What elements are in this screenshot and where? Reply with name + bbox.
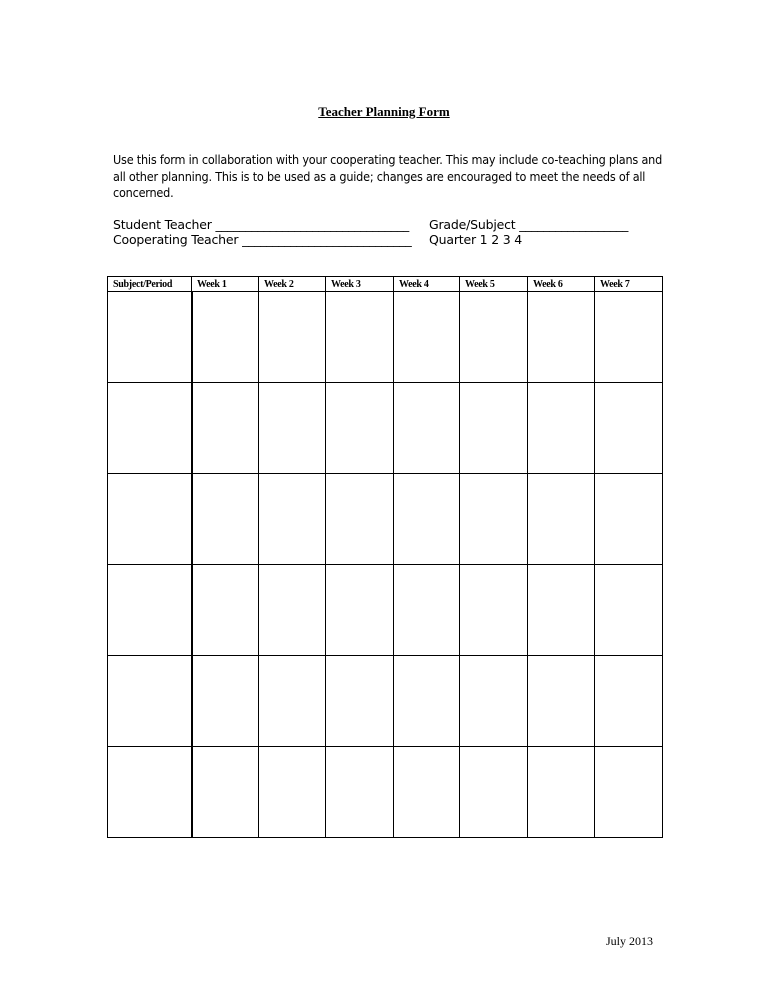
week-7-cell[interactable] (595, 474, 663, 565)
field-row-2 (113, 232, 522, 247)
week-6-cell[interactable] (528, 656, 595, 747)
week-1-cell[interactable] (192, 565, 259, 656)
week-3-cell[interactable] (326, 474, 394, 565)
week-1-cell[interactable] (192, 747, 259, 838)
week-3-cell[interactable] (326, 292, 394, 383)
week-7-cell[interactable] (595, 383, 663, 474)
week-5-cell[interactable] (460, 656, 528, 747)
week-2-cell[interactable] (259, 656, 326, 747)
week-1-cell[interactable] (192, 474, 259, 565)
table-row (108, 383, 663, 474)
week-5-cell[interactable] (460, 474, 528, 565)
intro-paragraph: Use this form in collaboration with your cooperating teacher. This may include co-teaching plans and all other planning. This is to be used as a guide; changes are encouraged to meet the needs of all concerned. (113, 152, 663, 200)
week-1-cell[interactable] (192, 383, 259, 474)
week-6-cell[interactable] (528, 474, 595, 565)
field-row-1 (113, 217, 629, 232)
header-subject-period: Subject/Period (108, 277, 192, 292)
table-body (108, 292, 663, 838)
week-6-cell[interactable] (528, 747, 595, 838)
header-week-4: Week 4 (394, 277, 460, 292)
header-week-3: Week 3 (326, 277, 394, 292)
header-week-1: Week 1 (192, 277, 259, 292)
header-week-5: Week 5 (460, 277, 528, 292)
header-week-6: Week 6 (528, 277, 595, 292)
week-3-cell[interactable] (326, 565, 394, 656)
table-row (108, 747, 663, 838)
week-3-cell[interactable] (326, 747, 394, 838)
subject-period-cell[interactable] (108, 474, 192, 565)
week-3-cell[interactable] (326, 383, 394, 474)
subject-period-cell[interactable] (108, 565, 192, 656)
header-week-2: Week 2 (259, 277, 326, 292)
table-header-row (108, 277, 663, 292)
subject-period-cell[interactable] (108, 656, 192, 747)
week-2-cell[interactable] (259, 383, 326, 474)
week-4-cell[interactable] (394, 747, 460, 838)
grade-subject-field[interactable]: Grade/Subject __________________ (429, 217, 629, 232)
subject-period-cell[interactable] (108, 747, 192, 838)
table-row (108, 474, 663, 565)
week-4-cell[interactable] (394, 383, 460, 474)
week-5-cell[interactable] (460, 383, 528, 474)
week-6-cell[interactable] (528, 383, 595, 474)
week-2-cell[interactable] (259, 747, 326, 838)
table-row (108, 656, 663, 747)
planning-table (107, 276, 663, 838)
week-5-cell[interactable] (460, 292, 528, 383)
week-4-cell[interactable] (394, 474, 460, 565)
student-teacher-field[interactable]: Student Teacher ________________________________ (113, 217, 410, 232)
week-2-cell[interactable] (259, 565, 326, 656)
week-2-cell[interactable] (259, 474, 326, 565)
week-7-cell[interactable] (595, 747, 663, 838)
page-title: Teacher Planning Form (318, 104, 450, 119)
week-1-cell[interactable] (192, 292, 259, 383)
table-row (108, 565, 663, 656)
week-7-cell[interactable] (595, 656, 663, 747)
week-6-cell[interactable] (528, 565, 595, 656)
week-4-cell[interactable] (394, 565, 460, 656)
header-week-7: Week 7 (595, 277, 663, 292)
table-row (108, 292, 663, 383)
week-5-cell[interactable] (460, 565, 528, 656)
cooperating-teacher-field[interactable]: Cooperating Teacher ____________________________ (113, 232, 412, 247)
week-2-cell[interactable] (259, 292, 326, 383)
week-4-cell[interactable] (394, 656, 460, 747)
week-4-cell[interactable] (394, 292, 460, 383)
subject-period-cell[interactable] (108, 292, 192, 383)
subject-period-cell[interactable] (108, 383, 192, 474)
week-3-cell[interactable] (326, 656, 394, 747)
footer-date: July 2013 (606, 934, 654, 948)
week-5-cell[interactable] (460, 747, 528, 838)
quarter-field[interactable]: Quarter 1 2 3 4 (429, 232, 522, 247)
week-7-cell[interactable] (595, 565, 663, 656)
week-7-cell[interactable] (595, 292, 663, 383)
week-1-cell[interactable] (192, 656, 259, 747)
week-6-cell[interactable] (528, 292, 595, 383)
